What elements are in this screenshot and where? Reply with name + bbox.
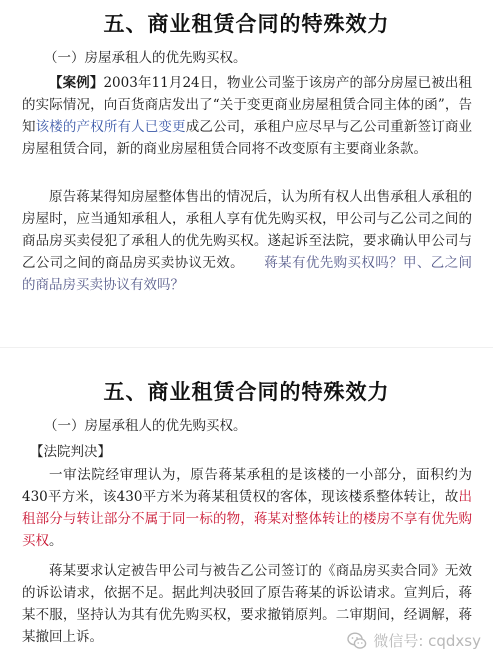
judgment-text-highlight: 出租部分与转让部分不属于同一标的物，蒋某对整体转让的楼房不享有优先购买权 bbox=[22, 489, 472, 549]
case-label: 【案例】 bbox=[49, 75, 104, 91]
wechat-icon bbox=[347, 631, 367, 651]
judgment-text-a: 一审法院经审理认为，原告蒋某承租的是该楼的一小部分，面积约为430平方米，该430平方米为蒋某租赁权的客体，现该楼系整体转让，故 bbox=[22, 467, 472, 505]
section2-title: 五、商业租赁合同的特殊效力 bbox=[103, 380, 390, 404]
judgment-text-b: 。 bbox=[49, 533, 63, 549]
wechat-watermark bbox=[347, 630, 481, 651]
case-text-a: 2003年11月24日，物业公司鉴于该房产的部分房屋已被出租的实际情况，向百货商店发出了“关于变更商业房屋租赁合同主体的函”，告知 bbox=[22, 75, 472, 135]
section-divider bbox=[0, 347, 493, 348]
watermark-text: 微信号: cqdxsy bbox=[373, 632, 481, 650]
case-text-2: 原告蒋某得知房屋整体售出的情况后，认为所有权人出售承租人承租的房屋时，应当通知承租人，承租人享有优先购买权，甲公司与乙公司之间的商品房买卖侵犯了承租人的优先购买权。遂起诉至法院，要求确认甲公司与乙公司之间的商品房买卖协议无效。 bbox=[22, 189, 472, 271]
case-paragraph-2 bbox=[22, 186, 472, 296]
judgment-label: 【法院判决】 bbox=[30, 444, 111, 460]
judgment-paragraph-1 bbox=[22, 464, 472, 552]
section1-title: 五、商业租赁合同的特殊效力 bbox=[103, 12, 390, 36]
case-question: 蒋某有优先购买权吗？甲、乙之间的商品房买卖协议有效吗？ bbox=[22, 255, 472, 293]
section2-subtitle: （一）房屋承租人的优先购买权。 bbox=[44, 418, 247, 434]
judgment-text-2: 蒋某要求认定被告甲公司与被告乙公司签订的《商品房买卖合同》无效的诉讼请求，依据不足。据此判决驳回了原告蒋某的诉讼请求。宣判后，蒋某不服，坚持认为其有优先购买权，要求撤销原判。二审期间，经调解，蒋某撤回上诉。 bbox=[22, 563, 472, 645]
case-paragraph-1 bbox=[22, 72, 472, 160]
case-text-highlight: 该楼的产权所有人已变更 bbox=[35, 119, 186, 135]
section1-subtitle: （一）房屋承租人的优先购买权。 bbox=[44, 50, 247, 66]
case-text-b: 成乙公司，承租户应尽早与乙公司重新签订商业房屋租赁合同，新的商业房屋租赁合同将不改变原有主要商业条款。 bbox=[22, 119, 472, 157]
